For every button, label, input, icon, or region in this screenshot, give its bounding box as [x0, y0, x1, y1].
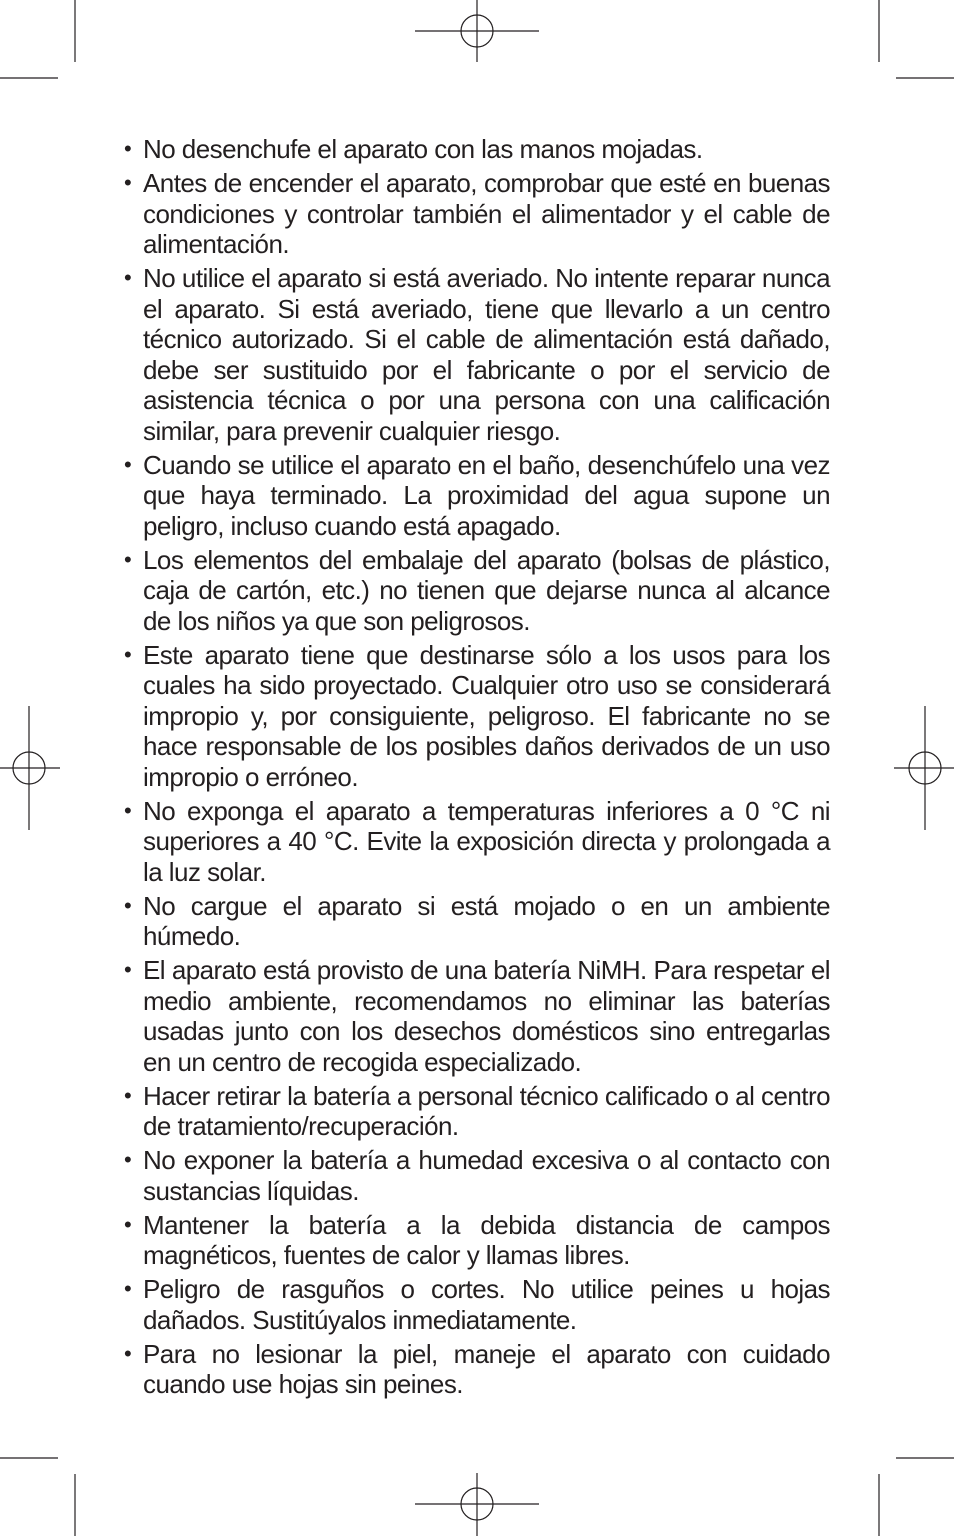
list-item [124, 134, 830, 165]
safety-instructions [124, 134, 830, 1403]
bullet: • [124, 265, 132, 290]
list-item-text: Peligro de rasguños o cortes. No utilice peines u hojas dañados. Sustitúyalos inmediatamente. [143, 1274, 830, 1335]
safety-bullet-list [124, 134, 830, 1400]
bullet: • [124, 170, 132, 195]
list-item [124, 796, 830, 888]
list-item [124, 263, 830, 446]
list-item [124, 891, 830, 952]
list-item [124, 1274, 830, 1335]
bullet: • [124, 1340, 132, 1366]
bullet: • [124, 1211, 132, 1237]
bullet: • [124, 892, 132, 918]
list-item-text: El aparato está provisto de una batería NiMH. Para respetar el medio ambiente, recomendamos no eliminar las baterías usadas junto con los desechos domésticos sino entregarlas en un centro de recogida especializado. [143, 955, 830, 1077]
list-item-text: No utilice el aparato si está averiado. No intente reparar nunca el aparato. Si está averiado, tiene que llevarlo a un centro técnico autorizado. Si el cable de alimentación está dañado, debe ser sustituido por el fabricante o por el servicio de asistencia técnica o por una persona con una calificación similar, para prevenir cualquier riesgo. [143, 263, 830, 446]
registration-mark-right [894, 706, 954, 830]
bullet: • [124, 797, 132, 823]
list-item-text: Este aparato tiene que destinarse sólo a los usos para los cuales ha sido proyectado. Cualquier otro uso se considerará impropio y, por consiguiente, peligroso. El fabricante no se hace responsable de los posibles daños derivados de un uso impropio o erróneo. [143, 639, 830, 792]
bullet: • [124, 451, 132, 477]
list-item-text: Antes de encender el aparato, comprobar que esté en buenas condiciones y controlar también el alimentador y el cable de alimentación. [143, 168, 830, 259]
bullet: • [124, 957, 132, 982]
list-item-text: Cuando se utilice el aparato en el baño, desenchúfelo una vez que haya terminado. La proximidad del agua supone un peligro, incluso cuando está apagado. [143, 449, 830, 541]
bullet: • [124, 1147, 132, 1172]
list-item-text: Para no lesionar la piel, maneje el aparato con cuidado cuando use hojas sin peines. [143, 1338, 830, 1399]
registration-mark-bottom [415, 1473, 539, 1536]
bullet: • [124, 546, 132, 572]
list-item [124, 1145, 830, 1206]
list-item-text: Hacer retirar la batería a personal técnico calificado o al centro de tratamiento/recuperación. [143, 1080, 830, 1141]
list-item [124, 1339, 830, 1400]
list-item-text: Mantener la batería a la debida distancia de campos magnéticos, fuentes de calor y llamas libres. [143, 1209, 830, 1270]
bullet: • [124, 136, 132, 161]
list-item-text: No cargue el aparato si está mojado o en un ambiente húmedo. [143, 890, 830, 951]
list-item [124, 1210, 830, 1271]
list-item [124, 1081, 830, 1142]
list-item [124, 450, 830, 542]
bullet: • [124, 641, 132, 667]
list-item [124, 955, 830, 1077]
list-item-text: No exponer la batería a humedad excesiva o al contacto con sustancias líquidas. [143, 1145, 830, 1206]
bullet: • [124, 1276, 132, 1301]
list-item [124, 545, 830, 637]
list-item [124, 168, 830, 260]
registration-mark-left [0, 706, 60, 830]
list-item-text: No desenchufe el aparato con las manos mojadas. [143, 134, 703, 164]
list-item-text: No exponga el aparato a temperaturas inferiores a 0 °C ni superiores a 40 °C. Evite la exposición directa y prolongada a la luz solar. [143, 795, 830, 887]
registration-mark-top [415, 0, 539, 62]
list-item [124, 640, 830, 793]
bullet: • [124, 1082, 132, 1108]
list-item-text: Los elementos del embalaje del aparato (bolsas de plástico, caja de cartón, etc.) no tienen que dejarse nunca al alcance de los niños ya que son peligrosos. [143, 544, 830, 636]
